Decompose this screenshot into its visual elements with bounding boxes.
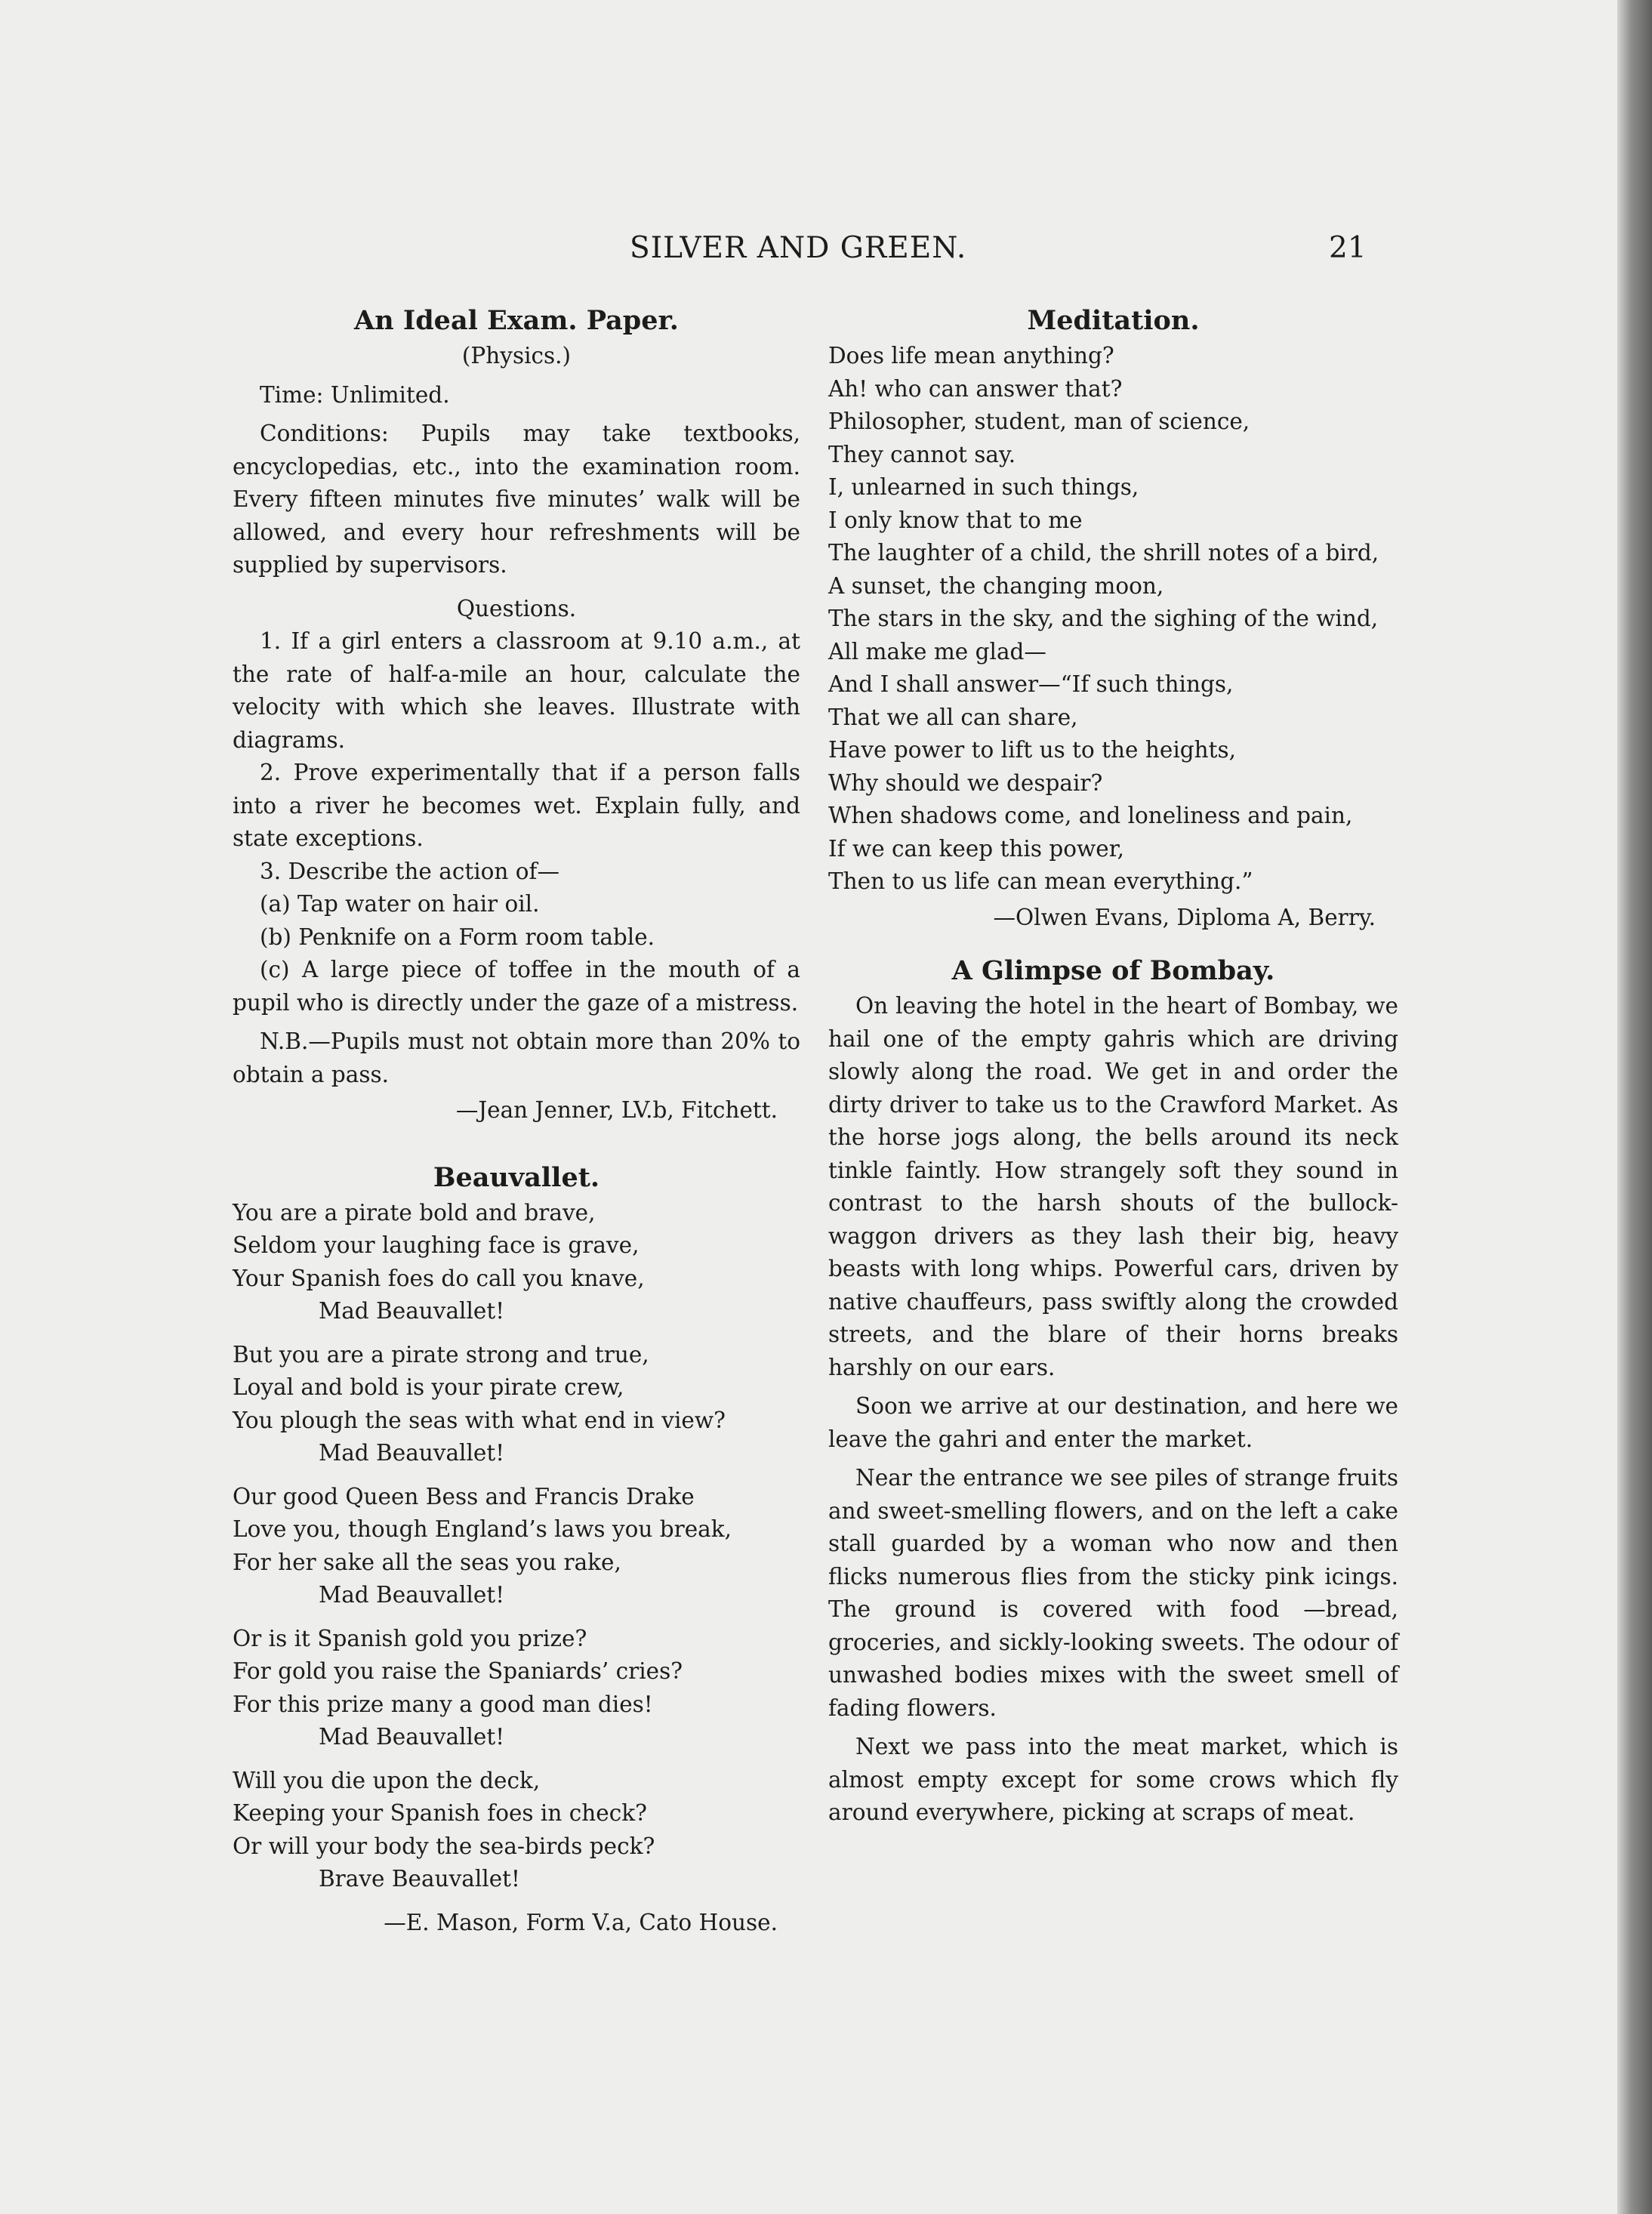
poem-refrain: Mad Beauvallet! xyxy=(319,1298,505,1324)
bombay-paragraph-4: Next we pass into the meat market, which is almost empty except for some crows which fly around everywhere, picking at scraps of meat. xyxy=(828,1734,1398,1825)
poem-line: If we can keep this power, xyxy=(828,835,1124,862)
bombay-paragraph-2: Soon we arrive at our destination, and here we leave the gahri and enter the market. xyxy=(828,1393,1398,1452)
poem-line: That we all can share, xyxy=(828,704,1078,730)
page-edge-shadow xyxy=(1617,0,1652,2214)
exam-note: N.B.—Pupils must not obtain more than 20% to obtain a pass. xyxy=(233,1028,800,1087)
poem-line: For her sake all the seas you rake, xyxy=(233,1549,621,1575)
poem-line: Then to us life can mean everything.” xyxy=(828,868,1253,894)
poem-stanza xyxy=(233,1623,800,1754)
poem-line: I, unlearned in such things, xyxy=(828,474,1139,500)
question-3: 3. Describe the action of— xyxy=(260,858,559,884)
poem-line: Loyal and bold is your pirate crew, xyxy=(233,1374,624,1400)
left-column xyxy=(233,302,800,1939)
question-2: 2. Prove experimentally that if a person falls into a river he becomes wet. Explain fully, and state exceptions. xyxy=(233,760,800,851)
poem-line: For this prize many a good man dies! xyxy=(233,1691,653,1717)
meditation-title: Meditation. xyxy=(1027,305,1200,336)
poem-line: When shadows come, and loneliness and pain, xyxy=(828,803,1353,828)
poem-line: Will you die upon the deck, xyxy=(233,1767,541,1793)
poem-line: And I shall answer—“If such things, xyxy=(828,671,1234,697)
poem-line: Our good Queen Bess and Francis Drake xyxy=(233,1483,695,1509)
spacer xyxy=(828,934,1398,952)
bombay-article xyxy=(828,952,1398,1830)
poem-line: For gold you raise the Spaniards’ cries? xyxy=(233,1658,683,1684)
poem-line: Philosopher, student, man of science, xyxy=(828,409,1250,434)
poem-line: Have power to lift us to the heights, xyxy=(828,737,1237,763)
poem-line: Ah! who can answer that? xyxy=(828,375,1123,402)
poem-line: You are a pirate bold and brave, xyxy=(233,1199,596,1226)
poem-line: You plough the seas with what end in view? xyxy=(233,1407,726,1433)
poem-line: They cannot say. xyxy=(828,441,1016,467)
meditation-credit: —Olwen Evans, Diploma A, Berry. xyxy=(993,904,1376,930)
poem-stanza xyxy=(233,1197,800,1328)
questions-heading: Questions. xyxy=(456,595,577,621)
question-3a: (a) Tap water on hair oil. xyxy=(260,891,540,917)
spacer xyxy=(233,1127,800,1159)
poem-refrain: Brave Beauvallet! xyxy=(319,1866,520,1892)
bombay-paragraph-1: On leaving the hotel in the heart of Bombay, we hail one of the empty gahris which are driving slowly along the road. We get in and order the dirty driver to take us to the Crawford Market. As the horse jogs along, the bells around its neck tinkle faintly. How strangely soft they sound in contrast to the harsh shouts of the bullock-waggon drivers as they lash their big, heavy beasts with long whips. Powerful cars, driven by native chauffeurs, pass swiftly along the crowded streets, and the blare of their horns breaks harshly on our ears. xyxy=(828,993,1398,1380)
exam-article xyxy=(233,302,800,1127)
meditation-lines xyxy=(828,340,1398,899)
poem-refrain: Mad Beauvallet! xyxy=(319,1440,505,1466)
running-title: SILVER AND GREEN. xyxy=(630,231,967,265)
exam-credit: —Jean Jenner, LV.b, Fitchett. xyxy=(455,1097,778,1123)
question-1: 1. If a girl enters a classroom at 9.10 a.m., at the rate of half-a-mile an hour, calculate the velocity with which she leaves. Illustrate with diagrams. xyxy=(233,628,800,753)
exam-title: An Ideal Exam. Paper. xyxy=(354,305,679,336)
bombay-paragraph-3: Near the entrance we see piles of strange fruits and sweet-smelling flowers, and on the left a cake stall guarded by a woman who now and then flicks numerous flies from the sticky pink icings. The ground is covered with food —bread, groceries, and sickly-looking sweets. The odour of unwashed bodies mixes with the sweet smell of fading flowers. xyxy=(828,1465,1398,1721)
poem-line: But you are a pirate strong and true, xyxy=(233,1341,649,1368)
bombay-title: A Glimpse of Bombay. xyxy=(951,955,1275,986)
poem-refrain: Mad Beauvallet! xyxy=(319,1724,505,1750)
poem-line: Keeping your Spanish foes in check? xyxy=(233,1800,647,1826)
beauvallet-poem xyxy=(233,1159,800,1940)
exam-time: Time: Unlimited. xyxy=(260,381,450,408)
poem-line: The stars in the sky, and the sighing of the wind, xyxy=(828,606,1379,631)
question-3c: (c) A large piece of toffee in the mouth of a pupil who is directly under the gaze of a mistress. xyxy=(233,957,800,1016)
poem-line: The laughter of a child, the shrill notes of a bird, xyxy=(828,540,1379,566)
meditation-poem xyxy=(828,302,1398,934)
poem-stanza xyxy=(233,1481,800,1612)
poem-line: Your Spanish foes do call you knave, xyxy=(233,1265,645,1291)
poem-line: Seldom your laughing face is grave, xyxy=(233,1232,640,1258)
poem-line: Love you, though England’s laws you break, xyxy=(233,1516,732,1542)
poem-line: I only know that to me xyxy=(828,507,1083,533)
poem-line: Why should we despair? xyxy=(828,769,1103,796)
beauvallet-title: Beauvallet. xyxy=(433,1161,600,1193)
poem-line: Or is it Spanish gold you prize? xyxy=(233,1625,587,1651)
poem-line: Or will your body the sea-birds peck? xyxy=(233,1833,655,1859)
poem-line: A sunset, the changing moon, xyxy=(828,572,1164,599)
exam-conditions: Conditions: Pupils may take textbooks, encyclopedias, etc., into the examination room. Every fifteen minutes five minutes’ walk will be allowed, and every hour refreshments will be supplied by supervisors. xyxy=(233,421,800,578)
beauvallet-credit: —E. Mason, Form V.a, Cato House. xyxy=(384,1909,778,1935)
exam-subtitle: (Physics.) xyxy=(461,343,572,368)
page-number: 21 xyxy=(1329,231,1367,265)
poem-line: Does life mean anything? xyxy=(828,343,1114,368)
poem-refrain: Mad Beauvallet! xyxy=(319,1582,505,1608)
poem-line: All make me glad— xyxy=(828,638,1046,665)
poem-stanza xyxy=(233,1339,800,1470)
poem-stanza xyxy=(233,1765,800,1896)
question-3b: (b) Penknife on a Form room table. xyxy=(260,924,655,950)
right-column xyxy=(828,302,1398,1830)
